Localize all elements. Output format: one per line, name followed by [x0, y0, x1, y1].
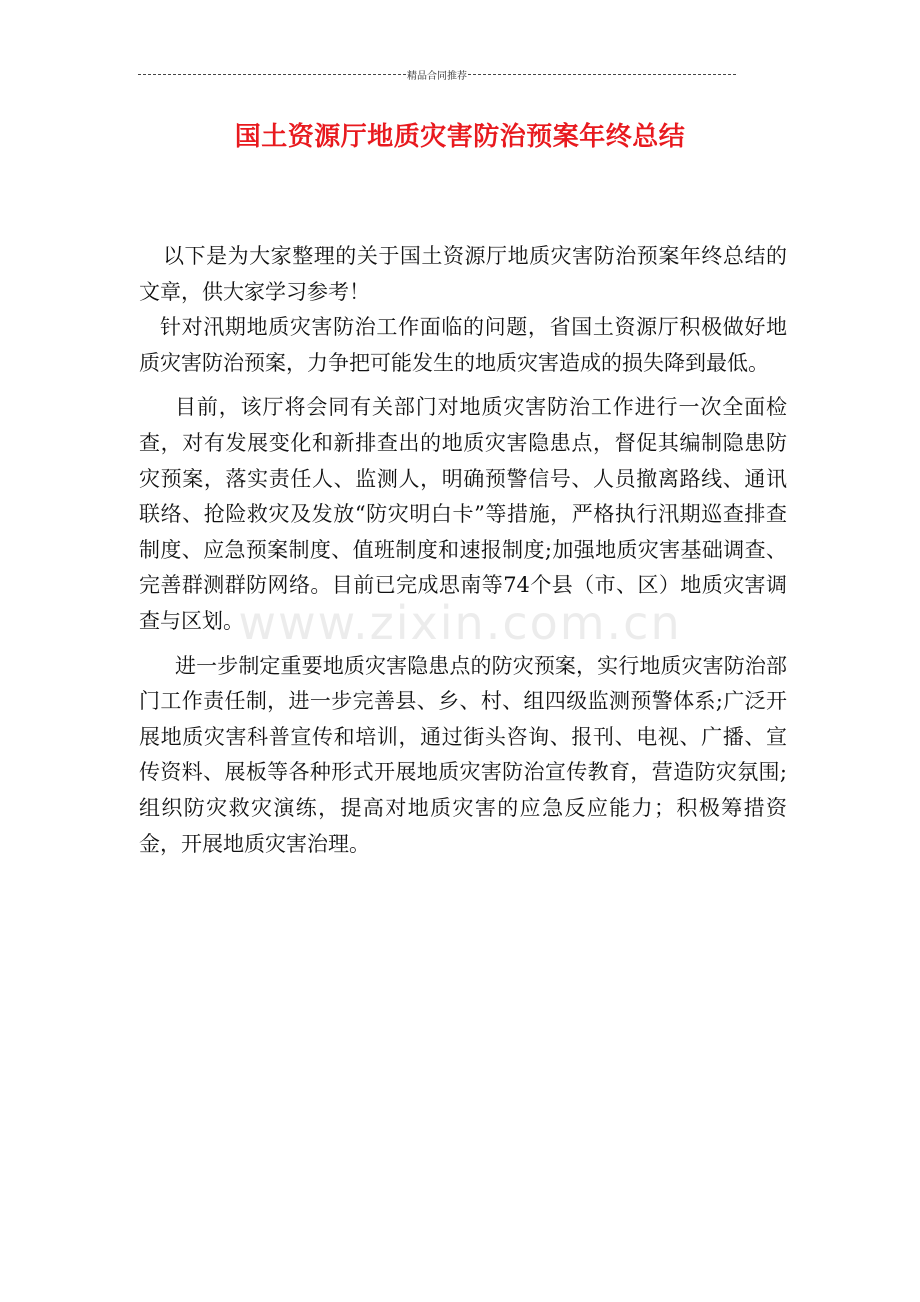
- paragraph-background: 针对汛期地质灾害防治工作面临的问题，省国土资源厅积极做好地质灾害防治预案，力争把可能发生的地质灾害造成的损失降到最低。: [139, 315, 787, 375]
- header-dash-right: [468, 74, 736, 75]
- document-title: 国土资源厅地质灾害防治预案年终总结: [234, 122, 686, 152]
- document-body: [139, 239, 787, 862]
- watermark: www.zixin.com.cn: [238, 596, 682, 650]
- paragraph-intro: 以下是为大家整理的关于国土资源厅地质灾害防治预案年终总结的文章，供大家学习参考！: [139, 244, 787, 304]
- header-dash-left: [138, 74, 406, 75]
- paragraph-measures: 进一步制定重要地质灾害隐患点的防灾预案，实行地质灾害防治部门工作责任制，进一步完善县、乡、村、组四级监测预警体系;广泛开展地质灾害科普宣传和培训，通过街头咨询、报刊、电视、广播、宣传资料、展板等各种形式开展地质灾害防治宣传教育，营造防灾氛围;组织防灾救灾演练，提高对地质灾害的应急反应能力；积极筹措资金，开展地质灾害治理。: [139, 653, 787, 856]
- header-label: 精品合同推荐: [407, 70, 467, 82]
- page-header: [138, 66, 736, 82]
- paragraph-inspection: 目前，该厅将会同有关部门对地质灾害防治工作进行一次全面检查，对有发展变化和新排查出的地质灾害隐患点，督促其编制隐患防灾预案，落实责任人、监测人，明确预警信号、人员撤离路线、通讯联络、抢险救灾及发放“防灾明白卡”等措施，严格执行汛期巡查排查制度、应急预案制度、值班制度和速报制度;加强地质灾害基础调查、完善群测群防网络。目前已完成思南等74个县（市、区）地质灾害调查与区划。: [139, 395, 787, 633]
